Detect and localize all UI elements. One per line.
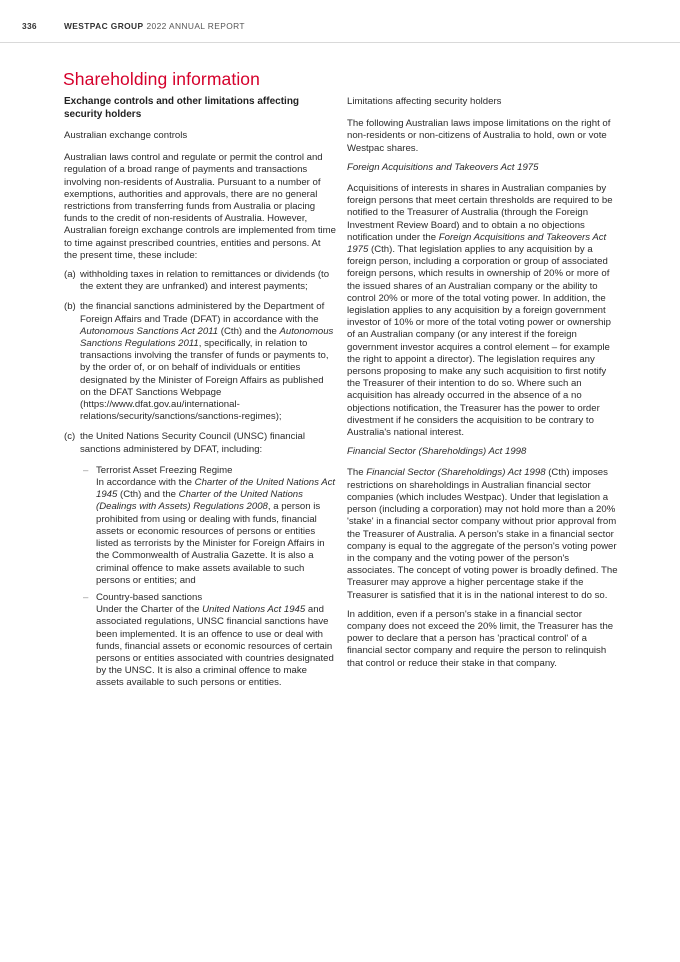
act-title: Foreign Acquisitions and Takeovers Act 1975 xyxy=(347,231,607,256)
subheading-limitations: Limitations affecting security holders xyxy=(347,96,502,107)
practical-control-paragraph: In addition, even if a person's stake in a financial sector company does not exceed the 20% limit, the Treasurer has the power to declare that a person has 'practical control' of a financial sector company and require the person to relinquish that control or reduce their stake in that company. xyxy=(347,608,614,669)
act-title: Autonomous Sanctions Regulations 2011 xyxy=(80,325,334,350)
list-item-a xyxy=(64,269,336,293)
body-text: , a person is prohibited from using or dealing with funds, financial assets or economic resources of persons or entities listed as terrorists by the Minister for Foreign Affairs in the Commonwealth of Australia Gazette. It is also a criminal offence to make assets available to such persons or entities; and xyxy=(96,501,325,586)
body-text: (Cth). That legislation applies to any acquisition by a foreign person, including a corporation or group of associated foreign persons, which results in ownership of 20% or more of the issued shares of an Australian company or the ability to control 20% or more of the total voting power. In addition, the legislation applies to any acquisition by a foreign government investor of 10% or more of the total voting power or ownership of an Australian company (or any interest if the foreign government investor acquires a control element – for example the right to appoint a director). The legislation requires any persons proposing to make any such acquisition to first notify the Treasurer of their intention to do so. Where such an acquisition has already occurred in the absence of a no objections notification, the Treasurer has the power to order divestment if he considers the acquisition to be contrary to Australia's national interest. xyxy=(347,244,611,439)
list-text: the financial sanctions administered by the Department of Foreign Affairs and Trade (DFAT) in accordance with the xyxy=(80,301,325,325)
subheading-exchange-controls: Australian exchange controls xyxy=(64,130,188,141)
list-marker: (a) xyxy=(64,269,76,281)
report-title xyxy=(64,21,245,31)
body-text: The xyxy=(347,467,367,479)
dash-item-title: Country-based sanctions xyxy=(96,591,203,603)
body-text: and associated regulations, UNSC financial sanctions have been implemented. It is an offence to use or deal with funds, financial assets or economic resources of certain persons or entities associated with countries designated by the UNSC. It is also a criminal offence to make assets available to such persons or entities. xyxy=(96,604,334,689)
dash-item-terrorist-asset-freezing xyxy=(64,465,336,587)
list-text: (Cth) and the xyxy=(218,325,280,337)
body-text: Under the Charter of the xyxy=(96,604,203,616)
act-title: Autonomous Sanctions Act 2011 xyxy=(80,325,219,337)
list-text: withholding taxes in relation to remittances or dividends (to the extent they are unfranked) and interest payments; xyxy=(80,269,330,293)
fssa-paragraph xyxy=(347,467,619,601)
act-title: Charter of the United Nations (Dealings with Assets) Regulations 2008 xyxy=(96,489,303,513)
page-number: 336 xyxy=(22,21,37,31)
body-text: (Cth) imposes restrictions on shareholdings in Australian financial sector companies (which includes Westpac). Under that legislation a person (including a corporation) may not hold more than a 20% 'stake' in a financial sector company without prior approval from the Treasurer of Australia. A person's stake in a financial sector company is equal to the aggregate of the person's voting power in the company and the voting power of the person's associates. The concept of voting power is broadly defined. The Treasurer may approve a higher percentage stake if the Treasurer is satisfied that it is in the national interest to do so. xyxy=(347,467,618,601)
fssa-heading: Financial Sector (Shareholdings) Act 1998 xyxy=(347,446,527,458)
act-title: United Nations Act 1945 xyxy=(202,604,306,616)
limitations-intro: The following Australian laws impose limitations on the right of non-residents or non-citizens of Australia to hold, own or vote Westpac shares. xyxy=(347,118,611,154)
dash-item-body xyxy=(96,477,336,587)
page-header xyxy=(0,0,680,43)
list-marker: (c) xyxy=(64,431,76,443)
act-title: Charter of the United Nations Act 1945 xyxy=(96,477,336,501)
list-item-c xyxy=(64,431,336,455)
list-text: the United Nations Security Council (UNSC) financial sanctions administered by DFAT, including: xyxy=(80,431,306,455)
dash-item-body xyxy=(96,604,336,689)
list-text: , specifically, in relation to transactions involving the transfer of funds or payments to, by the order of, or on behalf of individuals or entities designated by the Minister of Foreign Affairs as published on the DFAT Sanctions Webpage (https://www.dfat.gov.au/international-relations/security/sanctions/sanctions-regimes); xyxy=(80,338,329,423)
list-marker: (b) xyxy=(64,301,76,313)
dash-item-country-based-sanctions xyxy=(64,592,336,690)
act-title: Financial Sector (Shareholdings) Act 1998 xyxy=(366,467,546,479)
dash-item-title: Terrorist Asset Freezing Regime xyxy=(96,464,233,476)
fata-heading: Foreign Acquisitions and Takeovers Act 1975 xyxy=(347,161,539,173)
list-item-b xyxy=(64,301,336,423)
section-heading: Exchange controls and other limitations affecting security holders xyxy=(64,96,300,120)
dash-marker: – xyxy=(83,464,89,476)
right-column xyxy=(347,96,619,677)
org-name: WESTPAC GROUP xyxy=(64,21,144,31)
intro-paragraph: Australian laws control and regulate or permit the control and regulation of a broad range of payments and transactions involving non-residents of Australia. Pursuant to a number of exemptions, authorities and approvals, there are no general restrictions from transferring funds from Australia or placing funds to the credit of non-residents of Australia. However, Australian foreign exchange controls are implemented from time to time against prescribed countries, entities and persons. At the present time, these include: xyxy=(64,152,336,261)
body-text: Acquisitions of interests in shares in Australian companies by foreign persons that meet certain thresholds are required to be notified to the Treasurer of Australia (through the Foreign Investment Review Board) and to obtain a no objections notification under the xyxy=(347,183,613,243)
left-column xyxy=(64,96,336,695)
page-title: Shareholding information xyxy=(63,69,260,89)
body-text: In accordance with the xyxy=(96,477,195,489)
body-text: (Cth) and the xyxy=(117,489,179,501)
dash-marker: – xyxy=(83,591,89,603)
report-name: 2022 ANNUAL REPORT xyxy=(146,21,245,31)
fata-paragraph xyxy=(347,183,619,439)
